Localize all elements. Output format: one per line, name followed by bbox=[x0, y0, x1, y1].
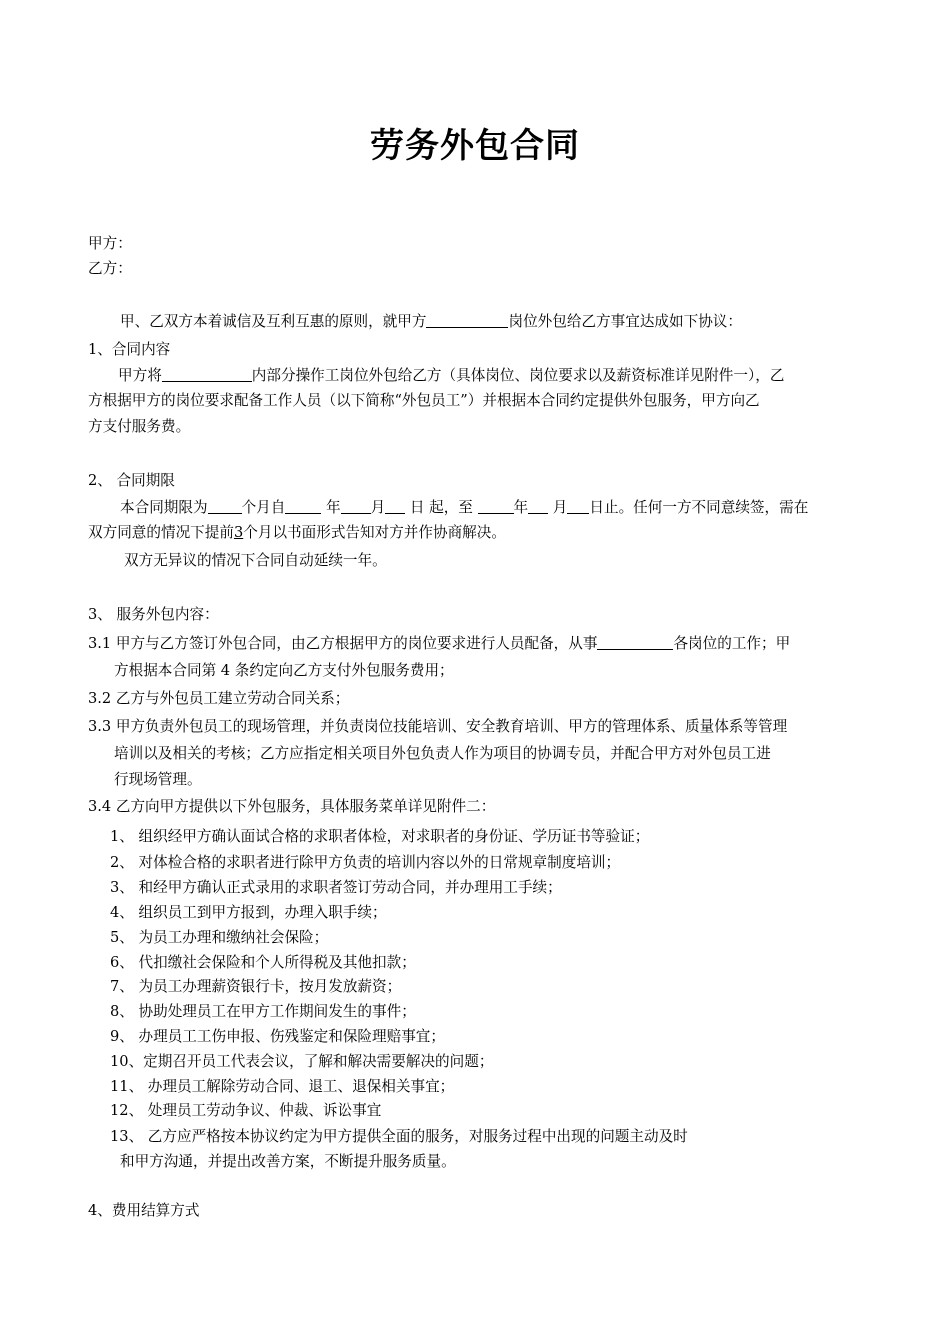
list-item: 11、 办理员工解除劳动合同、退工、退保相关事宜； bbox=[110, 1078, 455, 1095]
list-item: 6、 代扣缴社会保险和个人所得税及其他扣款； bbox=[110, 954, 416, 971]
section-4-heading: 4、费用结算方式 bbox=[88, 1202, 200, 1219]
blank-line bbox=[478, 498, 514, 514]
blank-line bbox=[385, 498, 405, 514]
notice-months: 3 bbox=[233, 524, 244, 541]
party-a-label: 甲方： bbox=[88, 235, 132, 252]
blank-line bbox=[162, 366, 252, 382]
clause-3-3-line-1: 3.3 甲方负责外包员工的现场管理，并负责岗位技能培训、安全教育培训、甲方的管理体系、质量体系等管理 bbox=[88, 718, 788, 735]
section-1-line-1: 甲方将 内部分操作工岗位外包给乙方（具体岗位、岗位要求以及薪资标准详见附件一），乙 bbox=[118, 367, 785, 384]
blank-line bbox=[597, 634, 673, 650]
blank-line bbox=[528, 498, 548, 514]
clause-3-1-line-2: 方根据本合同第 4 条约定向乙方支付外包服务费用； bbox=[114, 662, 454, 679]
clause-3-1-line-1: 3.1 甲方与乙方签订外包合同，由乙方根据甲方的岗位要求进行人员配备，从事 各岗位的工作；甲 bbox=[88, 635, 791, 652]
blank-line bbox=[285, 498, 321, 514]
section-1-line-3: 方支付服务费。 bbox=[88, 418, 191, 435]
list-item: 12、 处理员工劳动争议、仲裁、诉讼事宜 bbox=[110, 1102, 382, 1119]
section-2-line-1: 本合同期限为 个月自 年 月 日 起，至 年 月 日止。任何一方不同意续签，需在 bbox=[120, 499, 809, 516]
list-item: 7、 为员工办理薪资银行卡，按月发放薪资； bbox=[110, 978, 402, 995]
list-item: 2、 对体检合格的求职者进行除甲方负责的培训内容以外的日常规章制度培训； bbox=[110, 854, 621, 871]
list-item: 13、 乙方应严格按本协议约定为甲方提供全面的服务，对服务过程中出现的问题主动及时 bbox=[110, 1128, 688, 1145]
section-2-heading: 2、 合同期限 bbox=[88, 472, 175, 489]
clause-3-3-line-3: 行现场管理。 bbox=[114, 771, 202, 788]
section-1-heading: 1、合同内容 bbox=[88, 341, 171, 358]
blank-line bbox=[341, 498, 371, 514]
section-1-line-2: 方根据甲方的岗位要求配备工作人员（以下简称“外包员工”）并根据本合同约定提供外包服务，甲方向乙 bbox=[88, 392, 760, 409]
blank-line bbox=[426, 312, 508, 328]
list-item: 1、 组织经甲方确认面试合格的求职者体检，对求职者的身份证、学历证书等验证； bbox=[110, 828, 650, 845]
blank-line bbox=[208, 498, 242, 514]
section-3-heading: 3、 服务外包内容： bbox=[88, 606, 219, 623]
clause-3-2: 3.2 乙方与外包员工建立劳动合同关系； bbox=[88, 690, 350, 707]
party-b-label: 乙方： bbox=[88, 260, 132, 277]
section-2-line-2: 双方同意的情况下提前3个月以书面形式告知对方并作协商解决。 bbox=[88, 524, 506, 541]
list-item: 9、 办理员工工伤申报、伤残鉴定和保险理赔事宜； bbox=[110, 1028, 445, 1045]
list-item: 8、 协助处理员工在甲方工作期间发生的事件； bbox=[110, 1003, 416, 1020]
intro-paragraph: 甲、乙双方本着诚信及互利互惠的原则，就甲方 岗位外包给乙方事宜达成如下协议： bbox=[120, 313, 742, 330]
list-item: 4、 组织员工到甲方报到，办理入职手续； bbox=[110, 904, 387, 921]
list-item: 10、定期召开员工代表会议，了解和解决需要解决的问题； bbox=[110, 1053, 494, 1070]
clause-3-3-line-2: 培训以及相关的考核；乙方应指定相关项目外包负责人作为项目的协调专员，并配合甲方对外包员工进 bbox=[114, 745, 771, 762]
section-2-line-3: 双方无异议的情况下合同自动延续一年。 bbox=[124, 552, 387, 569]
blank-line bbox=[567, 498, 589, 514]
list-item: 5、 为员工办理和缴纳社会保险； bbox=[110, 929, 329, 946]
list-item-continuation: 和甲方沟通，并提出改善方案，不断提升服务质量。 bbox=[120, 1153, 456, 1170]
list-item: 3、 和经甲方确认正式录用的求职者签订劳动合同，并办理用工手续； bbox=[110, 879, 562, 896]
document-title: 劳务外包合同 bbox=[370, 126, 580, 166]
clause-3-4: 3.4 乙方向甲方提供以下外包服务，具体服务菜单详见附件二： bbox=[88, 798, 496, 815]
